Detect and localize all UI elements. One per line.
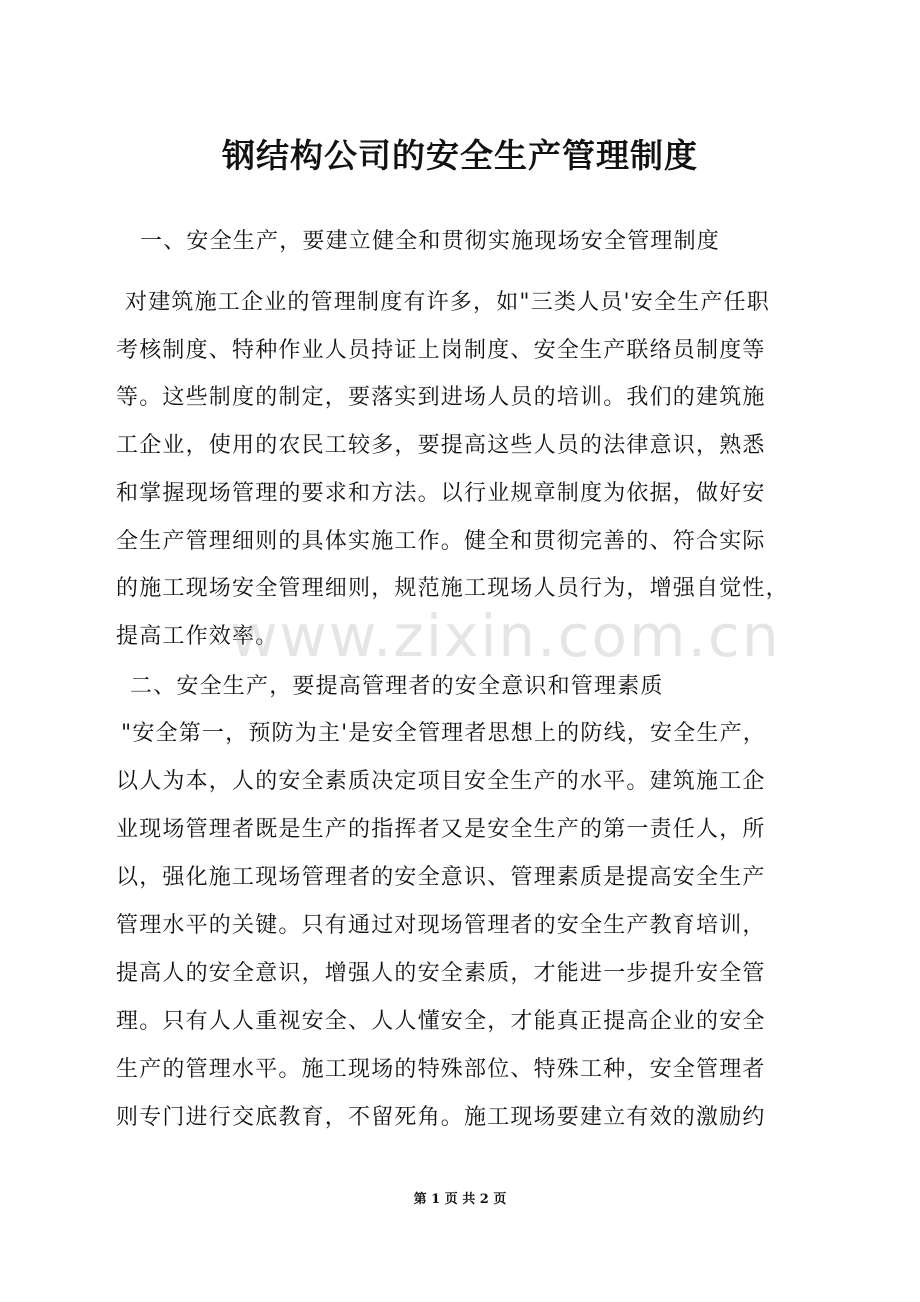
body-line: "安全第一，预防为主'是安全管理者思想上的防线，安全生产， bbox=[121, 721, 766, 746]
body-line: 业现场管理者既是生产的指挥者又是安全生产的第一责任人，所 bbox=[116, 817, 766, 842]
body-line: 则专门进行交底教育，不留死角。施工现场要建立有效的激励约 bbox=[116, 1105, 766, 1130]
body-line: 生产的管理水平。施工现场的特殊部位、特殊工种，安全管理者 bbox=[116, 1057, 766, 1082]
body-line: 的施工现场安全管理细则，规范施工现场人员行为，增强自觉性， bbox=[116, 576, 789, 601]
body-line: 以人为本，人的安全素质决定项目安全生产的水平。建筑施工企 bbox=[116, 769, 766, 794]
page-footer: 第 1 页 共 2 页 bbox=[413, 1192, 507, 1207]
body-line: 提高人的安全意识，增强人的安全素质，才能进一步提升安全管 bbox=[116, 961, 766, 986]
body-line: 工企业，使用的农民工较多，要提高这些人员的法律意识，熟悉 bbox=[116, 433, 766, 458]
watermark: www.zixin.com.cn bbox=[230, 602, 781, 670]
heading-section-1: 一、安全生产，要建立健全和贯彻实施现场安全管理制度 bbox=[140, 229, 721, 254]
body-line: 全生产管理细则的具体实施工作。健全和贯彻完善的、符合实际 bbox=[116, 529, 766, 554]
body-line: 理。只有人人重视安全、人人懂安全，才能真正提高企业的安全 bbox=[116, 1009, 766, 1034]
body-line: 对建筑施工企业的管理制度有许多，如"三类人员'安全生产任职 bbox=[125, 290, 770, 315]
document-title: 钢结构公司的安全生产管理制度 bbox=[222, 136, 698, 175]
body-line: 管理水平的关键。只有通过对现场管理者的安全生产教育培训， bbox=[116, 913, 766, 938]
body-line: 以，强化施工现场管理者的安全意识、管理素质是提高安全生产 bbox=[116, 865, 766, 890]
body-line: 考核制度、特种作业人员持证上岗制度、安全生产联络员制度等 bbox=[116, 338, 766, 363]
body-line: 等。这些制度的制定，要落实到进场人员的培训。我们的建筑施 bbox=[116, 385, 766, 410]
heading-section-2: 二、安全生产，要提高管理者的安全意识和管理素质 bbox=[130, 674, 664, 699]
body-line: 提高工作效率。 bbox=[116, 624, 279, 649]
body-line: 和掌握现场管理的要求和方法。以行业规章制度为依据，做好安 bbox=[116, 481, 766, 506]
